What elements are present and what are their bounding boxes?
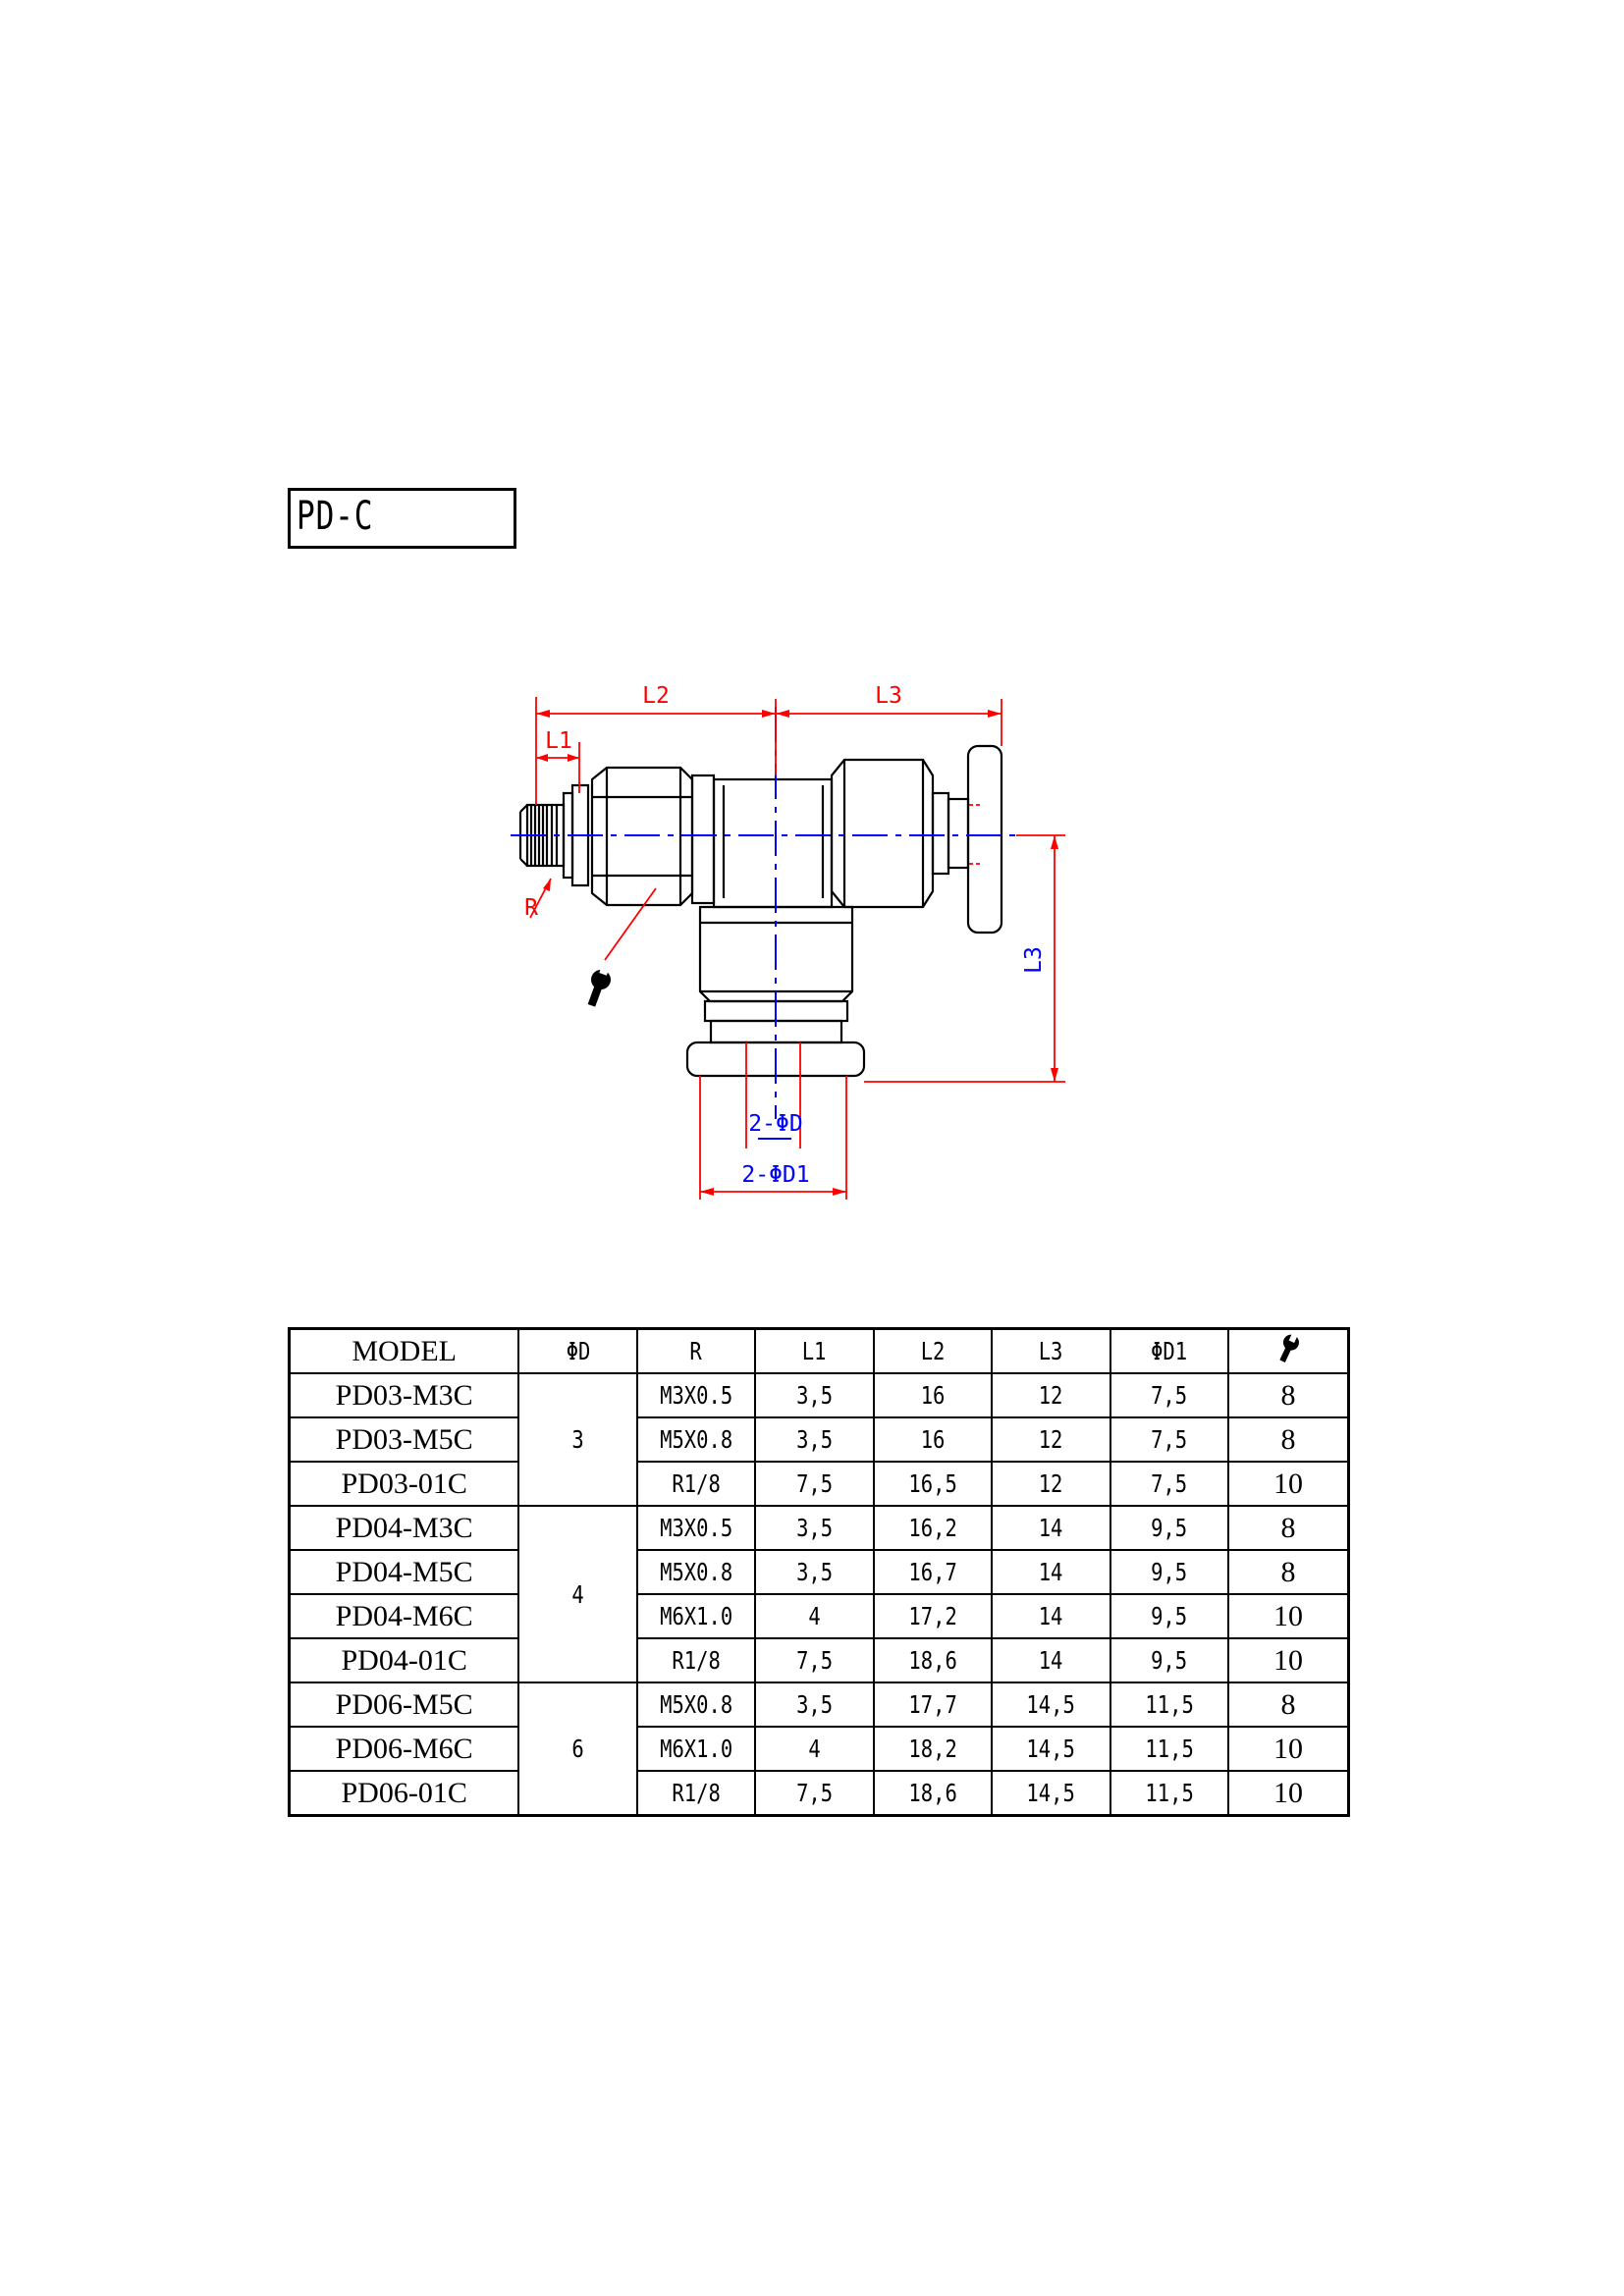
cell-phi-d1: 7,5 xyxy=(1110,1417,1228,1462)
cell-l1: 3,5 xyxy=(755,1417,873,1462)
cell-phi-d1: 9,5 xyxy=(1110,1594,1228,1638)
cell-l2: 16,2 xyxy=(874,1506,992,1550)
dim-l3-top-label: L3 xyxy=(875,683,902,709)
cell-phi-d1: 7,5 xyxy=(1110,1373,1228,1417)
cell-r: M5X0.8 xyxy=(637,1550,755,1594)
cell-l3: 14 xyxy=(992,1594,1110,1638)
fitting-outline xyxy=(520,746,1001,1076)
dim-l1-label: L1 xyxy=(545,728,572,754)
cell-model: PD06-01C xyxy=(290,1771,519,1816)
cell-r: M6X1.0 xyxy=(637,1594,755,1638)
dim-r-label: R xyxy=(524,895,538,921)
cell-l2: 18,6 xyxy=(874,1638,992,1682)
cell-l3: 12 xyxy=(992,1462,1110,1506)
cell-r: M5X0.8 xyxy=(637,1682,755,1727)
cell-r: M3X0.5 xyxy=(637,1373,755,1417)
model-title: PD-C xyxy=(297,494,374,539)
cell-wrench: 10 xyxy=(1228,1638,1349,1682)
cell-l3: 14,5 xyxy=(992,1682,1110,1727)
cell-l2: 17,7 xyxy=(874,1682,992,1727)
cell-l1: 4 xyxy=(755,1594,873,1638)
cell-r: M5X0.8 xyxy=(637,1417,755,1462)
cell-wrench: 8 xyxy=(1228,1417,1349,1462)
cell-phi-d1: 11,5 xyxy=(1110,1682,1228,1727)
cell-model: PD04-M5C xyxy=(290,1550,519,1594)
cell-wrench: 10 xyxy=(1228,1771,1349,1816)
cell-l2: 16 xyxy=(874,1417,992,1462)
cell-phi-d: 3 xyxy=(518,1373,636,1506)
dim-phi-d-label: 2-ΦD xyxy=(748,1111,803,1137)
cell-l1: 3,5 xyxy=(755,1506,873,1550)
cell-model: PD04-M6C xyxy=(290,1594,519,1638)
cell-r: R1/8 xyxy=(637,1462,755,1506)
table-body xyxy=(290,1373,1349,1816)
cell-wrench: 8 xyxy=(1228,1682,1349,1727)
cell-phi-d1: 11,5 xyxy=(1110,1771,1228,1816)
cell-l1: 3,5 xyxy=(755,1550,873,1594)
table-row xyxy=(290,1682,1349,1727)
cell-wrench: 8 xyxy=(1228,1506,1349,1550)
dim-l3-side-label: L3 xyxy=(1021,946,1047,974)
header-l3: L3 xyxy=(992,1329,1110,1374)
cell-l1: 7,5 xyxy=(755,1462,873,1506)
cell-l3: 14 xyxy=(992,1506,1110,1550)
cell-model: PD06-M5C xyxy=(290,1682,519,1727)
cell-r: R1/8 xyxy=(637,1638,755,1682)
table-row xyxy=(290,1550,1349,1594)
tee-body xyxy=(714,779,832,907)
cell-model: PD03-M3C xyxy=(290,1373,519,1417)
header-r: R xyxy=(637,1329,755,1374)
cell-phi-d1: 9,5 xyxy=(1110,1638,1228,1682)
cell-l2: 17,2 xyxy=(874,1594,992,1638)
cell-wrench: 10 xyxy=(1228,1594,1349,1638)
right-fitting xyxy=(832,760,933,907)
cell-l1: 7,5 xyxy=(755,1638,873,1682)
cell-l1: 4 xyxy=(755,1727,873,1771)
table-row xyxy=(290,1462,1349,1506)
header-phi-d1: ΦD1 xyxy=(1110,1329,1228,1374)
right-release-ring xyxy=(968,746,1001,933)
table-row xyxy=(290,1417,1349,1462)
cell-wrench: 8 xyxy=(1228,1373,1349,1417)
cell-model: PD04-M3C xyxy=(290,1506,519,1550)
table-row xyxy=(290,1771,1349,1816)
cell-phi-d1: 9,5 xyxy=(1110,1550,1228,1594)
cell-phi-d: 4 xyxy=(518,1506,636,1682)
cell-l2: 18,2 xyxy=(874,1727,992,1771)
wrench-icon xyxy=(582,962,616,1009)
cell-r: M3X0.5 xyxy=(637,1506,755,1550)
dim-phi-d1-label: 2-ΦD1 xyxy=(741,1162,810,1188)
header-phi-d: ΦD xyxy=(518,1329,636,1374)
cell-model: PD04-01C xyxy=(290,1638,519,1682)
cell-model: PD06-M6C xyxy=(290,1727,519,1771)
cell-model: PD03-M5C xyxy=(290,1417,519,1462)
cell-l1: 3,5 xyxy=(755,1373,873,1417)
cell-l2: 16,7 xyxy=(874,1550,992,1594)
table-row xyxy=(290,1727,1349,1771)
cell-l3: 14,5 xyxy=(992,1727,1110,1771)
table-row xyxy=(290,1373,1349,1417)
dim-l2-label: L2 xyxy=(642,683,670,709)
cell-l3: 12 xyxy=(992,1373,1110,1417)
cell-r: R1/8 xyxy=(637,1771,755,1816)
table-row xyxy=(290,1638,1349,1682)
table-row xyxy=(290,1506,1349,1550)
header-wrench xyxy=(1228,1329,1349,1374)
cell-phi-d1: 9,5 xyxy=(1110,1506,1228,1550)
cell-phi-d: 6 xyxy=(518,1682,636,1816)
cell-model: PD03-01C xyxy=(290,1462,519,1506)
cell-l2: 16 xyxy=(874,1373,992,1417)
cell-l3: 14 xyxy=(992,1638,1110,1682)
cell-l2: 16,5 xyxy=(874,1462,992,1506)
cell-l1: 3,5 xyxy=(755,1682,873,1727)
cell-l3: 14,5 xyxy=(992,1771,1110,1816)
cell-wrench: 10 xyxy=(1228,1727,1349,1771)
spec-table xyxy=(288,1327,1350,1817)
cell-wrench: 10 xyxy=(1228,1462,1349,1506)
header-model: MODEL xyxy=(290,1329,519,1374)
cell-l1: 7,5 xyxy=(755,1771,873,1816)
cell-phi-d1: 11,5 xyxy=(1110,1727,1228,1771)
wrench-icon xyxy=(1275,1333,1301,1364)
table-row xyxy=(290,1594,1349,1638)
cell-r: M6X1.0 xyxy=(637,1727,755,1771)
cell-wrench: 8 xyxy=(1228,1550,1349,1594)
header-l2: L2 xyxy=(874,1329,992,1374)
cell-l2: 18,6 xyxy=(874,1771,992,1816)
table-header-row xyxy=(290,1329,1349,1374)
cell-phi-d1: 7,5 xyxy=(1110,1462,1228,1506)
header-l1: L1 xyxy=(755,1329,873,1374)
cell-l3: 12 xyxy=(992,1417,1110,1462)
cell-l3: 14 xyxy=(992,1550,1110,1594)
